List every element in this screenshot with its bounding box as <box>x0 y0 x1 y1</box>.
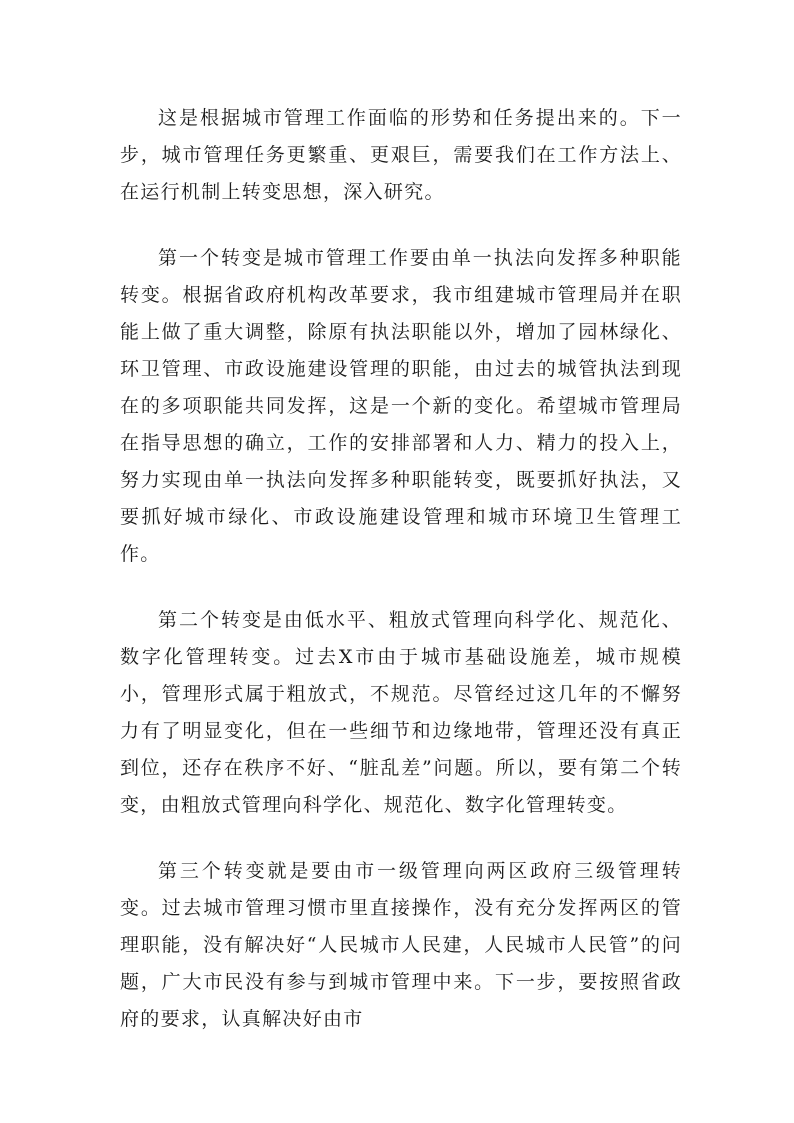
paragraph-3: 第二个转变是由低水平、粗放式管理向科学化、规范化、数字化管理转变。过去X市由于城市基础设施差，城市规模小，管理形式属于粗放式，不规范。尽管经过这几年的不懈努力有了明显变化，但在一些细节和边缘地带，管理还没有真正到位，还存在秩序不好、“脏乱差”问题。所以，要有第二个转变，由粗放式管理向科学化、规范化、数字化管理转变。 <box>120 609 682 816</box>
paragraph-1: 这是根据城市管理工作面临的形势和任务提出来的。下一步，城市管理任务更繁重、更艰巨，需要我们在工作方法上、在运行机制上转变思想，深入研究。 <box>120 107 682 203</box>
paragraph-4: 第三个转变就是要由市一级管理向两区政府三级管理转变。过去城市管理习惯市里直接操作，没有充分发挥两区的管理职能，没有解决好“人民城市人民建，人民城市人民管”的问题，广大市民没有参与到城市管理中来。下一步，要按照省政府的要求，认真解决好由市 <box>120 860 682 1030</box>
document-body <box>120 100 682 1067</box>
paragraph-2: 第一个转变是城市管理工作要由单一执法向发挥多种职能转变。根据省政府机构改革要求，我市组建城市管理局并在职能上做了重大调整，除原有执法职能以外，增加了园林绿化、环卫管理、市政设施建设管理的职能，由过去的城管执法到现在的多项职能共同发挥，这是一个新的变化。希望城市管理局在指导思想的确立，工作的安排部署和人力、精力的投入上，努力实现由单一执法向发挥多种职能转变，既要抓好执法，又要抓好城市绿化、市政设施建设管理和城市环境卫生管理工作。 <box>120 247 682 565</box>
